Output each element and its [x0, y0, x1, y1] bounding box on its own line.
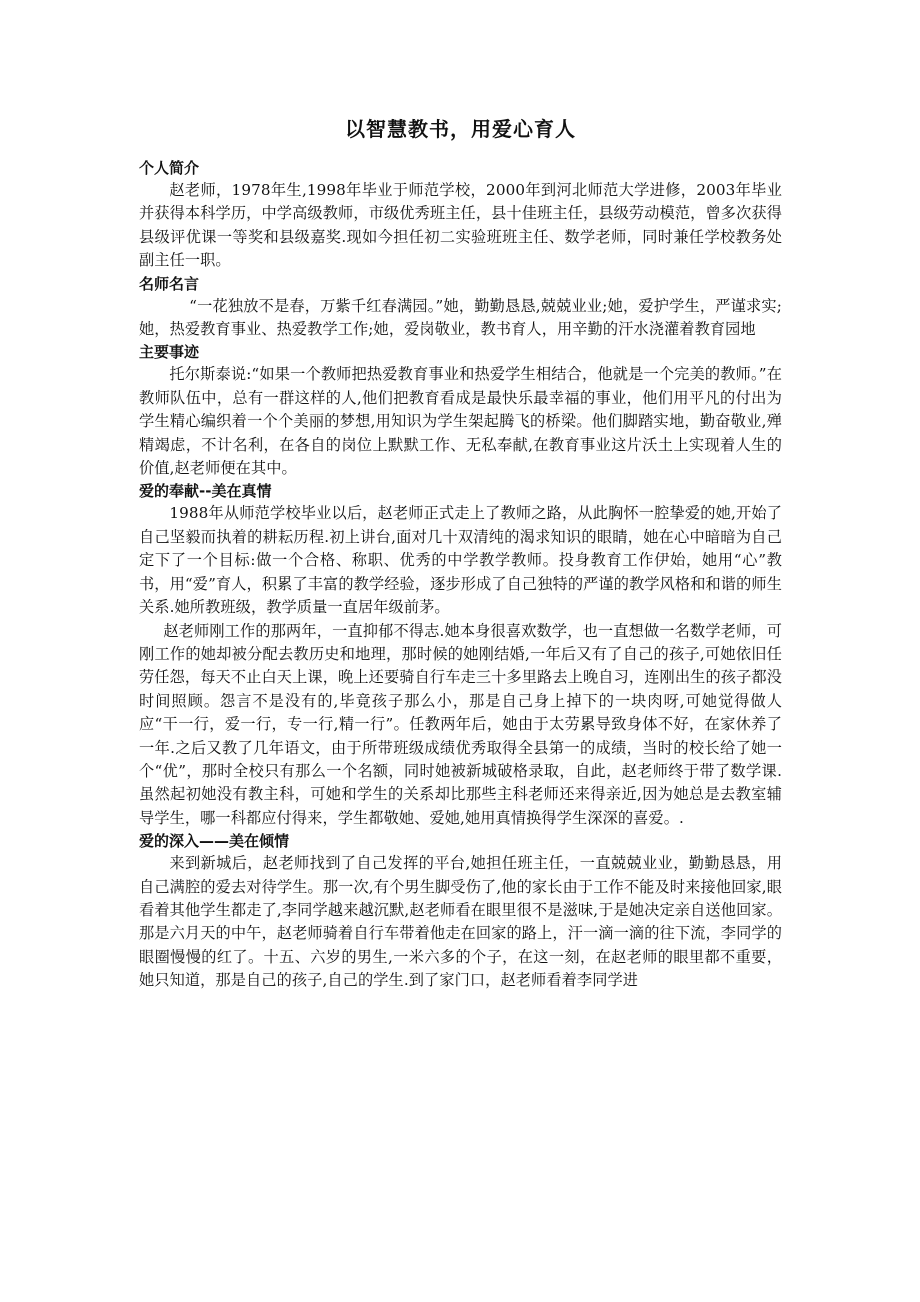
document-title: 以智慧教书，用爱心育人	[345, 117, 576, 141]
section-heading-quote: 名师名言	[139, 274, 200, 293]
quote-paragraph: “一花独放不是春，万紫千红春满园。”她，勤勤恳恳,兢兢业业;她，爱护学生，严谨求实;她，热爱教育事业、热爱教学工作;她，爱岗敬业，教书育人，用辛勤的汗水浇灌着教育园地	[139, 296, 782, 339]
profile-paragraph: 赵老师，1978年生,1998年毕业于师范学校，2000年到河北师范大学进修，2003年毕业并获得本科学历，中学高级教师，市级优秀班主任，县十佳班主任，县级劳动模范，曾多次获得县级评优课一等奖和县级嘉奖.现如今担任初二实验班班主任、数学老师，同时兼任学校教务处副主任一职。	[139, 181, 782, 270]
deepening-paragraph: 来到新城后，赵老师找到了自己发挥的平台,她担任班主任，一直兢兢业业，勤勤恳恳，用自己满腔的爱去对待学生。那一次,有个男生脚受伤了,他的家长由于工作不能及时来接他回家,眼看着其他学生都走了,李同学越来越沉默,赵老师看在眼里很不是滋味,于是她决定亲自送他回家。那是六月天的中午，赵老师骑着自行车带着他走在回家的路上，汗一滴一滴的往下流，李同学的眼圈慢慢的红了。十五、六岁的男生,一米六多的个子，在这一刻，在赵老师的眼里都不重要，她只知道，那是自己的孩子,自己的学生.到了家门口，赵老师看着李同学进	[139, 854, 782, 990]
section-heading-devotion: 爱的奉献--美在真情	[139, 482, 272, 501]
section-heading-profile: 个人简介	[139, 159, 200, 177]
section-heading-deepening: 爱的深入——美在倾情	[139, 832, 290, 851]
document-page	[139, 116, 782, 993]
devotion-paragraph-1: 1988年从师范学校毕业以后，赵老师正式走上了教师之路，从此胸怀一腔挚爱的她,开始了自己坚毅而执着的耕耘历程.初上讲台,面对几十双清纯的渴求知识的眼睛，她在心中暗暗为自己定下了一个目标:做一个合格、称职、优秀的中学教学教师。投身教育工作伊始，她用“心”教书，用“爱”育人，积累了丰富的教学经验，逐步形成了自己独特的严谨的教学风格和和谐的师生关系.她所教班级，教学质量一直居年级前茅。	[139, 504, 782, 617]
section-heading-achievements: 主要事迹	[139, 343, 200, 362]
achievements-paragraph: 托尔斯泰说:“如果一个教师把热爱教育事业和热爱学生相结合，他就是一个完美的教师。”在教师队伍中，总有一群这样的人,他们把教育看成是最快乐最幸福的事业，他们用平凡的付出为学生精心编织着一个个美丽的梦想,用知识为学生架起腾飞的桥梁。他们脚踏实地，勤奋敬业,殚精竭虑，不计名利，在各自的岗位上默默工作、无私奉献,在教育事业这片沃土上实现着人生的价值,赵老师便在其中。	[139, 365, 782, 478]
devotion-paragraph-2: 赵老师刚工作的那两年，一直抑郁不得志.她本身很喜欢数学，也一直想做一名数学老师，可刚工作的她却被分配去教历史和地理，那时候的她刚结婚,一年后又有了自己的孩子,可她依旧任劳任怨，每天不止白天上课，晚上还要骑自行车走三十多里路去上晚自习，连刚出生的孩子都没时间照顾。怨言不是没有的,毕竟孩子那么小，那是自己身上掉下的一块肉呀,可她觉得做人应“干一行，爱一行，专一行,精一行”。任教两年后，她由于太劳累导致身体不好，在家休养了一年.之后又教了几年语文，由于所带班级成绩优秀取得全县第一的成绩，当时的校长给了她一个“优”，那时全校只有那么一个名额，同时她被新城破格录取，自此，赵老师终于带了数学课.虽然起初她没有教主科，可她和学生的关系却比那些主科老师还来得亲近,因为她总是去教室辅导学生，哪一科都应付得来，学生都敬她、爱她,她用真情换得学生深深的喜爱。.	[139, 621, 782, 827]
